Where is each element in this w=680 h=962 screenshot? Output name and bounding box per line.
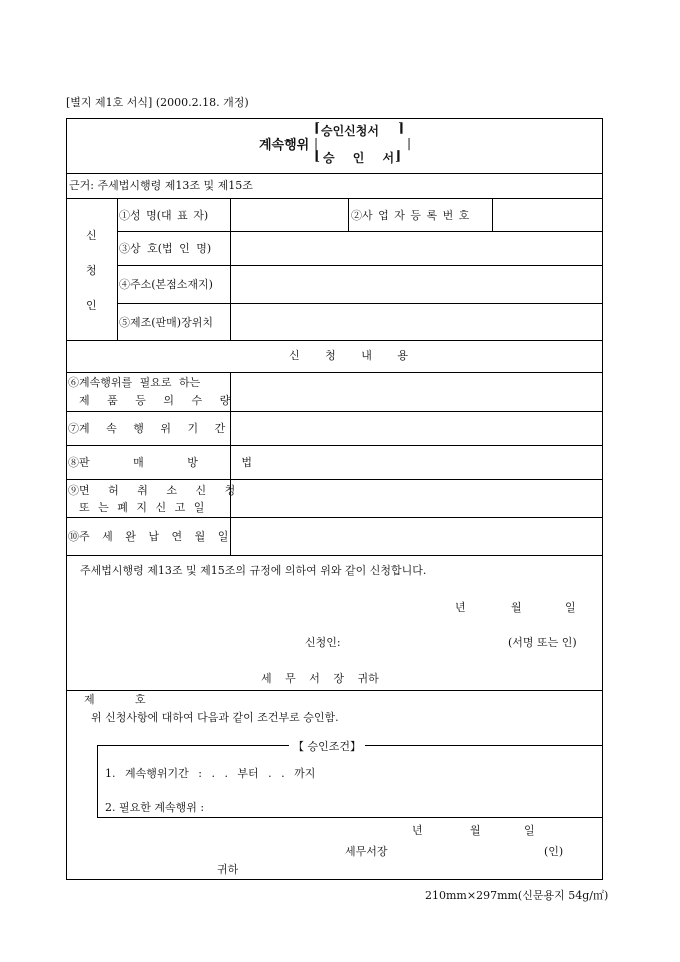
business-registration-label: ②사 업 자 등 록 번 호 [351, 209, 470, 222]
title-bracket-right-mid: | [407, 136, 412, 150]
approval-intro: 위 신청사항에 대하여 다음과 같이 조건부로 승인함. [91, 711, 339, 724]
applicant-section-label: 인 [86, 299, 97, 312]
declaration-text: 주세법시행령 제13조 및 제15조의 규정에 의하여 위와 같이 신청합니다. [80, 564, 427, 577]
signature-or-seal: (서명 또는 인) [508, 636, 577, 649]
sales-method-field[interactable] [231, 446, 602, 479]
applicant-section-label: 청 [86, 264, 97, 277]
divider [67, 173, 602, 174]
company-name-field[interactable] [231, 232, 602, 265]
approval-seal: (인) [544, 845, 564, 858]
company-name-label: ③상 호(법 인 명) [119, 242, 212, 255]
license-cancel-label-line1: ⑨면 허 취 소 신 청 [68, 484, 236, 497]
tax-payment-date-label: ⑩주 세 완 납 연 월 일 [68, 530, 229, 543]
legal-basis: 근거: 주세법시행령 제13조 및 제15조 [69, 179, 253, 192]
approval-number-prefix: 제 [84, 693, 95, 706]
period-label: ⑦계 속 행 위 기 간 [68, 422, 226, 435]
title-bracket-right-top: ⌉ [398, 121, 405, 136]
title-bracket-left-top: ⌈ [314, 121, 321, 136]
declaration-year: 년 [455, 601, 466, 614]
approval-year: 년 [412, 824, 423, 837]
title-option-application: 승인신청서 [321, 124, 379, 138]
factory-location-field[interactable] [231, 304, 602, 340]
name-field[interactable] [231, 199, 347, 231]
quantity-label-line2: 제 품 등 의 수 량 [79, 394, 231, 407]
divider [67, 690, 602, 691]
application-content-header: 신 청 내 용 [289, 349, 408, 362]
title-bracket-right-bottom: ⌋ [395, 149, 402, 164]
divider [117, 198, 118, 340]
declaration-month: 월 [511, 601, 522, 614]
condition-required-action: 2. 필요한 계속행위 : [105, 801, 205, 814]
address-field[interactable] [231, 266, 602, 303]
paper-spec-note: 210mm×297mm(신문용지 54g/㎡) [425, 889, 609, 902]
approval-number-suffix: 호 [135, 693, 146, 706]
approval-conditions-title: 【 승인조건】 [289, 738, 365, 754]
business-registration-field[interactable] [493, 199, 602, 231]
quantity-label-line1: ⑥계속행위를 필요로 하는 [68, 376, 201, 389]
divider [67, 340, 602, 341]
address-label: ④주소(본점소재지) [119, 278, 213, 291]
sales-method-label: ⑧판 매 방 법 [68, 456, 252, 469]
tax-payment-date-field[interactable] [231, 518, 602, 555]
form-title: 계속행위 [259, 138, 310, 153]
condition-period: 1. 계속행위기간 : . . 부터 . . 까지 [105, 767, 316, 780]
approval-recipient: 귀하 [217, 863, 239, 876]
approval-month: 월 [470, 824, 481, 837]
name-label: ①성 명(대 표 자) [119, 209, 209, 222]
quantity-field[interactable] [231, 373, 602, 411]
factory-location-label: ⑤제조(판매)장위치 [119, 316, 213, 329]
license-cancel-field[interactable] [231, 480, 602, 517]
tax-office-recipient: 세 무 서 장 귀하 [261, 672, 379, 685]
form-number-note: [별지 제1호 서식] (2000.2.18. 개정) [66, 96, 249, 109]
title-bracket-left-bottom: ⌊ [314, 149, 321, 164]
license-cancel-label-line2: 또 는 폐 지 신 고 일 [79, 501, 205, 514]
divider [348, 198, 349, 231]
applicant-section-label: 신 [86, 229, 97, 242]
declaration-day: 일 [565, 601, 576, 614]
approval-day: 일 [524, 824, 535, 837]
period-field[interactable] [231, 412, 602, 445]
application-form [66, 118, 603, 880]
divider [67, 555, 602, 556]
title-bracket-left-mid: | [314, 136, 319, 150]
title-option-approval: 승 인 서 [323, 151, 395, 165]
approval-tax-office: 세무서장 [345, 845, 388, 858]
applicant-signature-label: 신청인: [305, 636, 341, 649]
